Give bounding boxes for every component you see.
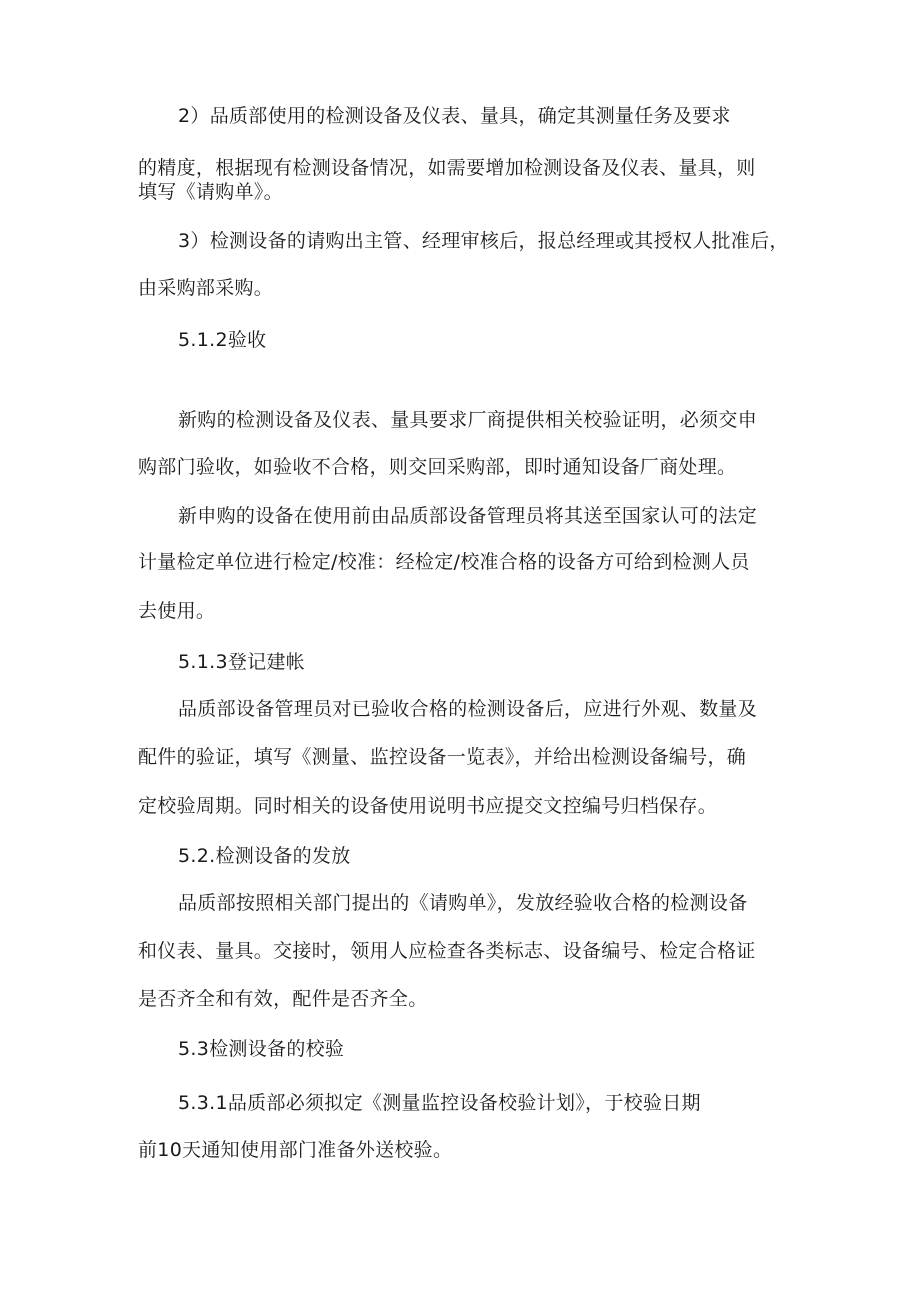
- paragraph-line: 品质部按照相关部门提出的《请购单》，发放经验收合格的检测设备: [178, 892, 748, 914]
- paragraph-line: 去使用。: [138, 600, 216, 622]
- section-heading: 5.1.3登记建帐: [178, 651, 306, 673]
- paragraph-line: 前10天通知使用部门准备外送校验。: [138, 1139, 453, 1161]
- paragraph-line: 购部门验收，如验收不合格，则交回采购部，即时通知设备厂商处理。: [138, 456, 737, 478]
- paragraph-line: 是否齐全和有效，配件是否齐全。: [138, 988, 428, 1010]
- paragraph-line: 由采购部采购。: [138, 277, 274, 299]
- paragraph-line: 计量检定单位进行检定/校准：经检定/校准合格的设备方可给到检测人员: [138, 551, 750, 573]
- section-heading: 5.2.检测设备的发放: [178, 845, 351, 867]
- paragraph-line: 新购的检测设备及仪表、量具要求厂商提供相关校验证明，必须交申: [178, 409, 758, 431]
- section-heading: 5.3检测设备的校验: [178, 1038, 345, 1060]
- paragraph-line: 和仪表、量具。交接时，领用人应检查各类标志、设备编号、检定合格证: [138, 940, 756, 962]
- section-heading: 5.1.2验收: [178, 329, 267, 351]
- paragraph-line: 配件的验证，填写《测量、监控设备一览表》，并给出检测设备编号，确: [138, 746, 747, 768]
- paragraph-line: 3）检测设备的请购出主管、经理审核后，报总经理或其授权人批准后，: [178, 230, 789, 252]
- paragraph-line: 定校验周期。同时相关的设备使用说明书应提交文控编号归档保存。: [138, 795, 718, 817]
- paragraph-line: 品质部设备管理员对已验收合格的检测设备后，应进行外观、数量及: [178, 698, 758, 720]
- paragraph-line: 新申购的设备在使用前由品质部设备管理员将其送至国家认可的法定: [178, 505, 758, 527]
- paragraph-line: 2）品质部使用的检测设备及仪表、量具，确定其测量任务及要求: [178, 105, 731, 127]
- paragraph-line: 填写《请购单》。: [138, 181, 283, 203]
- paragraph-line: 5.3.1品质部必须拟定《测量监控设备校验计划》，于校验日期: [178, 1092, 701, 1114]
- paragraph-line: 的精度，根据现有检测设备情况，如需要增加检测设备及仪表、量具，则: [138, 157, 756, 179]
